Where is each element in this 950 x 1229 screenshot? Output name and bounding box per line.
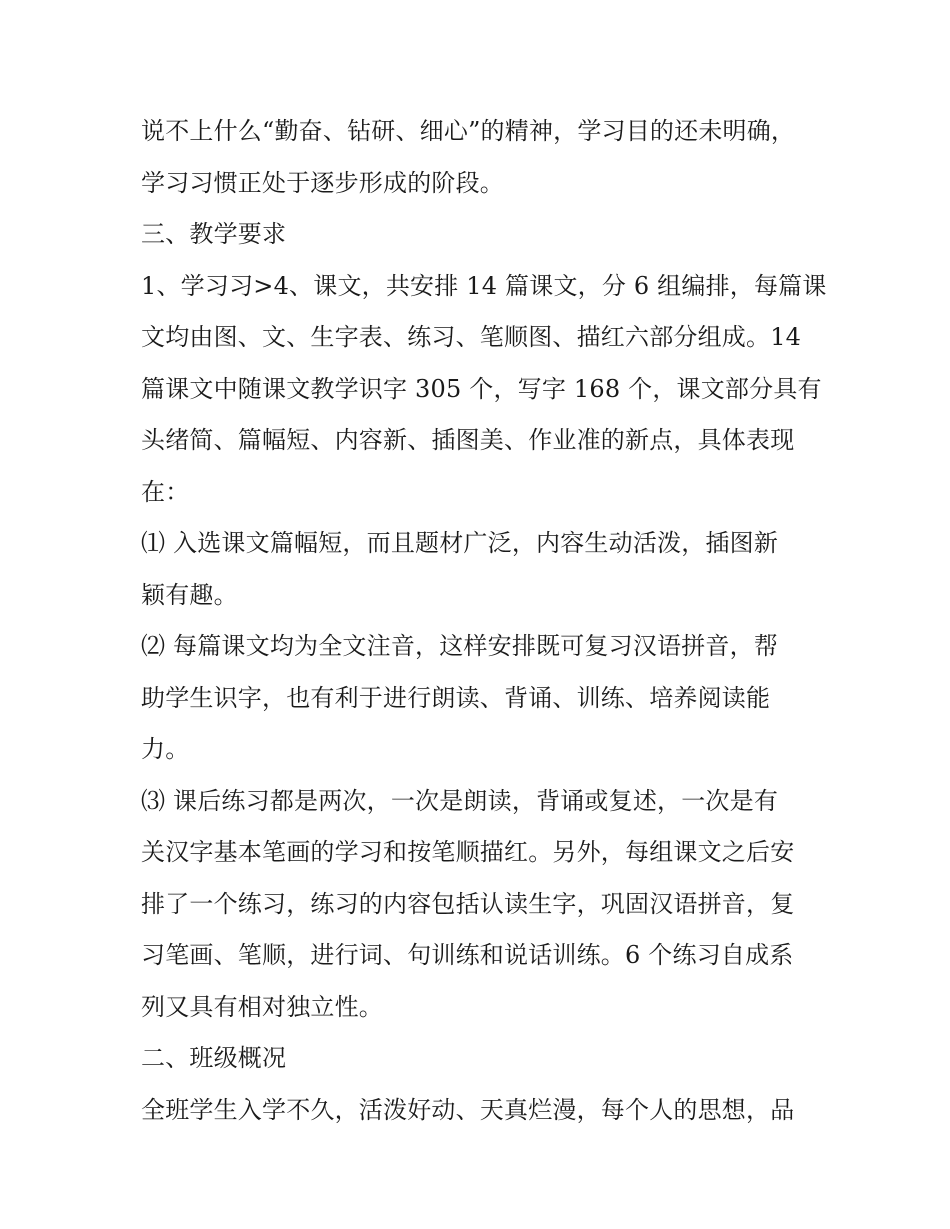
list-item-line: ⑶ 课后练习都是两次，一次是朗读，背诵或复述，一次是有 (141, 786, 779, 815)
section-heading: 二、班级概况 (141, 1044, 287, 1072)
list-item-line: ⑴ 入选课文篇幅短，而且题材广泛，内容生动活泼，插图新 (141, 529, 779, 557)
text-line: 在： (141, 477, 190, 506)
text-line: 学习习惯正处于逐步形成的阶段。 (141, 168, 504, 197)
text-line: 排了一个练习，练习的内容包括认读生字，巩固汉语拼音，复 (141, 889, 795, 918)
text-line: 关汉字基本笔画的学习和按笔顺描红。另外，每组课文之后安 (141, 838, 795, 866)
text-line: 文均由图、文、生字表、练习、笔顺图、描红六部分组成。14 (141, 323, 802, 351)
text-line: 习笔画、笔顺，进行词、句训练和说话训练。6 个练习自成系 (141, 941, 794, 969)
text-line: 说不上什么“勤奋、钻研、细心”的精神，学习目的还未明确， (141, 117, 796, 145)
text-line: 篇课文中随课文教学识字 305 个，写字 168 个，课文部分具有 (141, 374, 822, 403)
text-line: 力。 (141, 735, 190, 763)
text-line: 助学生识字，也有利于进行朗读、背诵、训练、培养阅读能 (141, 683, 771, 712)
list-item-line: ⑵ 每篇课文均为全文注音，这样安排既可复习汉语拼音，帮 (141, 632, 779, 660)
text-line: 全班学生入学不久，活泼好动、天真烂漫，每个人的思想，品 (141, 1095, 795, 1124)
text-line: 颖有趣。 (141, 580, 238, 609)
section-heading: 三、教学要求 (141, 220, 287, 248)
text-line: 1、学习习>4、课文，共安排 14 篇课文，分 6 组编排，每篇课 (141, 271, 827, 300)
document-body (141, 106, 827, 1136)
text-line: 头绪简、篇幅短、内容新、插图美、作业准的新点，具体表现 (141, 426, 795, 454)
text-line: 列又具有相对独立性。 (141, 992, 383, 1021)
